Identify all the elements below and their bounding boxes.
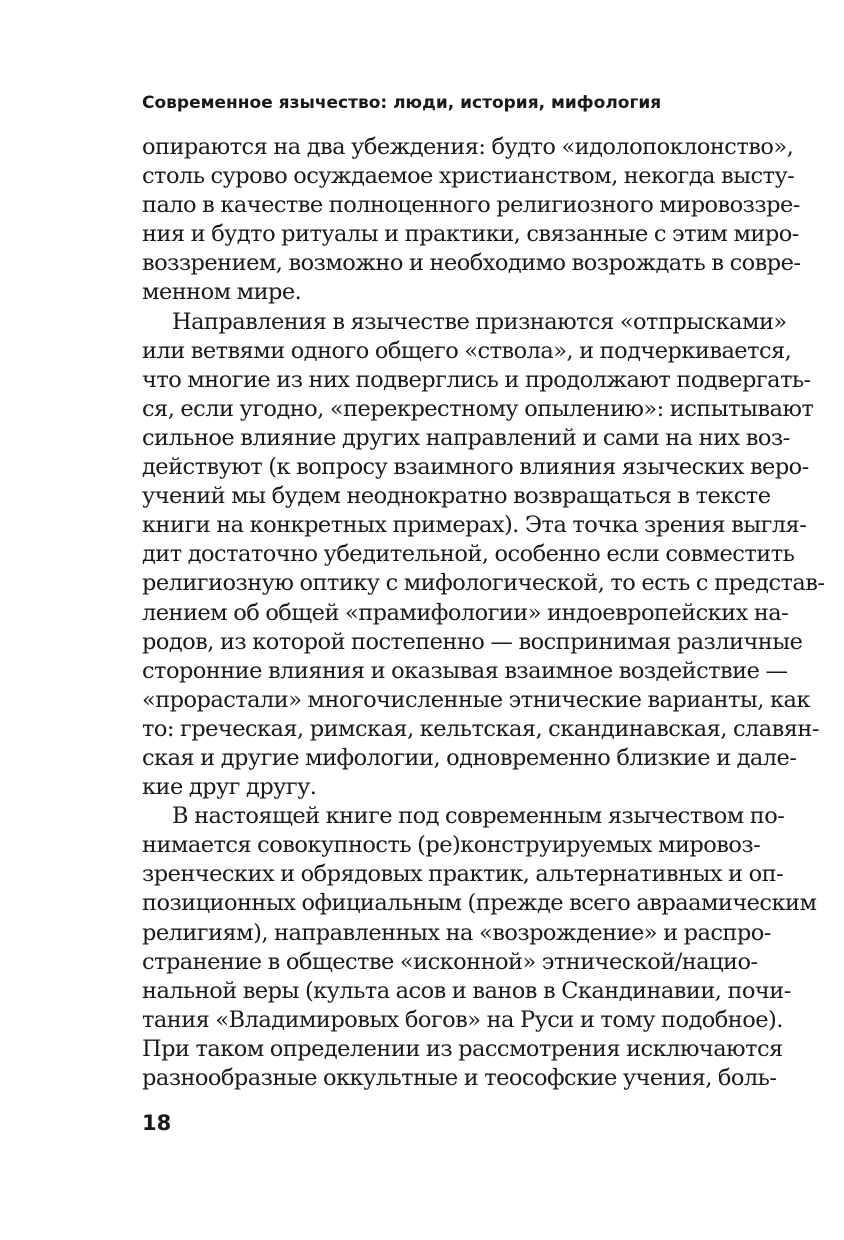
text-line: то: греческая, римская, кельтская, скандинавская, славян-	[142, 715, 819, 742]
text-line: «прорастали» многочисленные этнические варианты, как	[142, 686, 810, 713]
text-line: ская и другие мифологии, одновременно близкие и дале-	[142, 744, 797, 771]
text-line: нальной веры (культа асов и ванов в Скандинавии, почи-	[142, 977, 791, 1004]
text-line: кие друг другу.	[142, 774, 317, 801]
page-number: 18	[142, 1111, 172, 1135]
text-line: воззрением, возможно и необходимо возрождать в совре-	[142, 250, 801, 277]
text-line: что многие из них подверглись и продолжают подвергать-	[142, 366, 811, 393]
text-line: сильное влияние других направлений и сами на них воз-	[142, 424, 790, 451]
text-line: опираются на два убеждения: будто «идолопоклонство»,	[142, 134, 794, 160]
text-line: В настоящей книге под современным язычеством по-	[172, 803, 785, 830]
text-line: столь сурово осуждаемое христианством, некогда высту-	[142, 163, 795, 190]
running-head: Современное язычество: люди, история, мифология	[142, 93, 662, 113]
text-line: нимается совокупность (ре)конструируемых мировоз-	[142, 832, 761, 859]
text-line: позиционных официальным (прежде всего авраамическим	[142, 890, 817, 917]
text-line: ся, если угодно, «перекрестному опылению»: испытывают	[142, 395, 814, 422]
text-line: При таком определении из рассмотрения исключаются	[142, 1035, 783, 1062]
body-text	[142, 133, 825, 1093]
text-line: книги на конкретных примерах). Эта точка зрения выгля-	[142, 512, 807, 539]
text-line: лением об общей «прамифологии» индоевропейских на-	[142, 599, 789, 626]
text-line: Направления в язычестве признаются «отпрысками»	[172, 308, 787, 335]
text-line: дит достаточно убедительной, особенно если совместить	[142, 541, 795, 568]
paragraph	[142, 308, 825, 803]
text-line: тания «Владимировых богов» на Руси и тому подобное).	[142, 1006, 783, 1033]
text-line: ния и будто ритуалы и практики, связанные с этим миро-	[142, 221, 799, 248]
text-line: действуют (к вопросу взаимного влияния языческих веро-	[142, 454, 809, 481]
text-line: или ветвями одного общего «ствола», и подчеркивается,	[142, 337, 792, 364]
paragraph	[142, 133, 801, 308]
text-line: сторонние влияния и оказывая взаимное воздействие —	[142, 657, 788, 684]
text-line: разнообразные оккультные и теософские учения, боль-	[142, 1065, 777, 1091]
text-line: странение в обществе «исконной» этнической/нацио-	[142, 948, 758, 975]
text-line: зренческих и обрядовых практик, альтернативных и оп-	[142, 861, 784, 888]
text-line: менном мире.	[142, 279, 302, 306]
text-line: религиям), направленных на «возрождение» и распро-	[142, 919, 771, 946]
text-line: родов, из которой постепенно — воспринимая различные	[142, 628, 803, 655]
text-line: учений мы будем неоднократно возвращаться в тексте	[142, 483, 771, 510]
paragraph	[142, 802, 817, 1093]
text-line: пало в качестве полноценного религиозного мировоззре-	[142, 192, 800, 219]
text-line: религиозную оптику с мифологической, то есть с представ-	[142, 570, 825, 597]
